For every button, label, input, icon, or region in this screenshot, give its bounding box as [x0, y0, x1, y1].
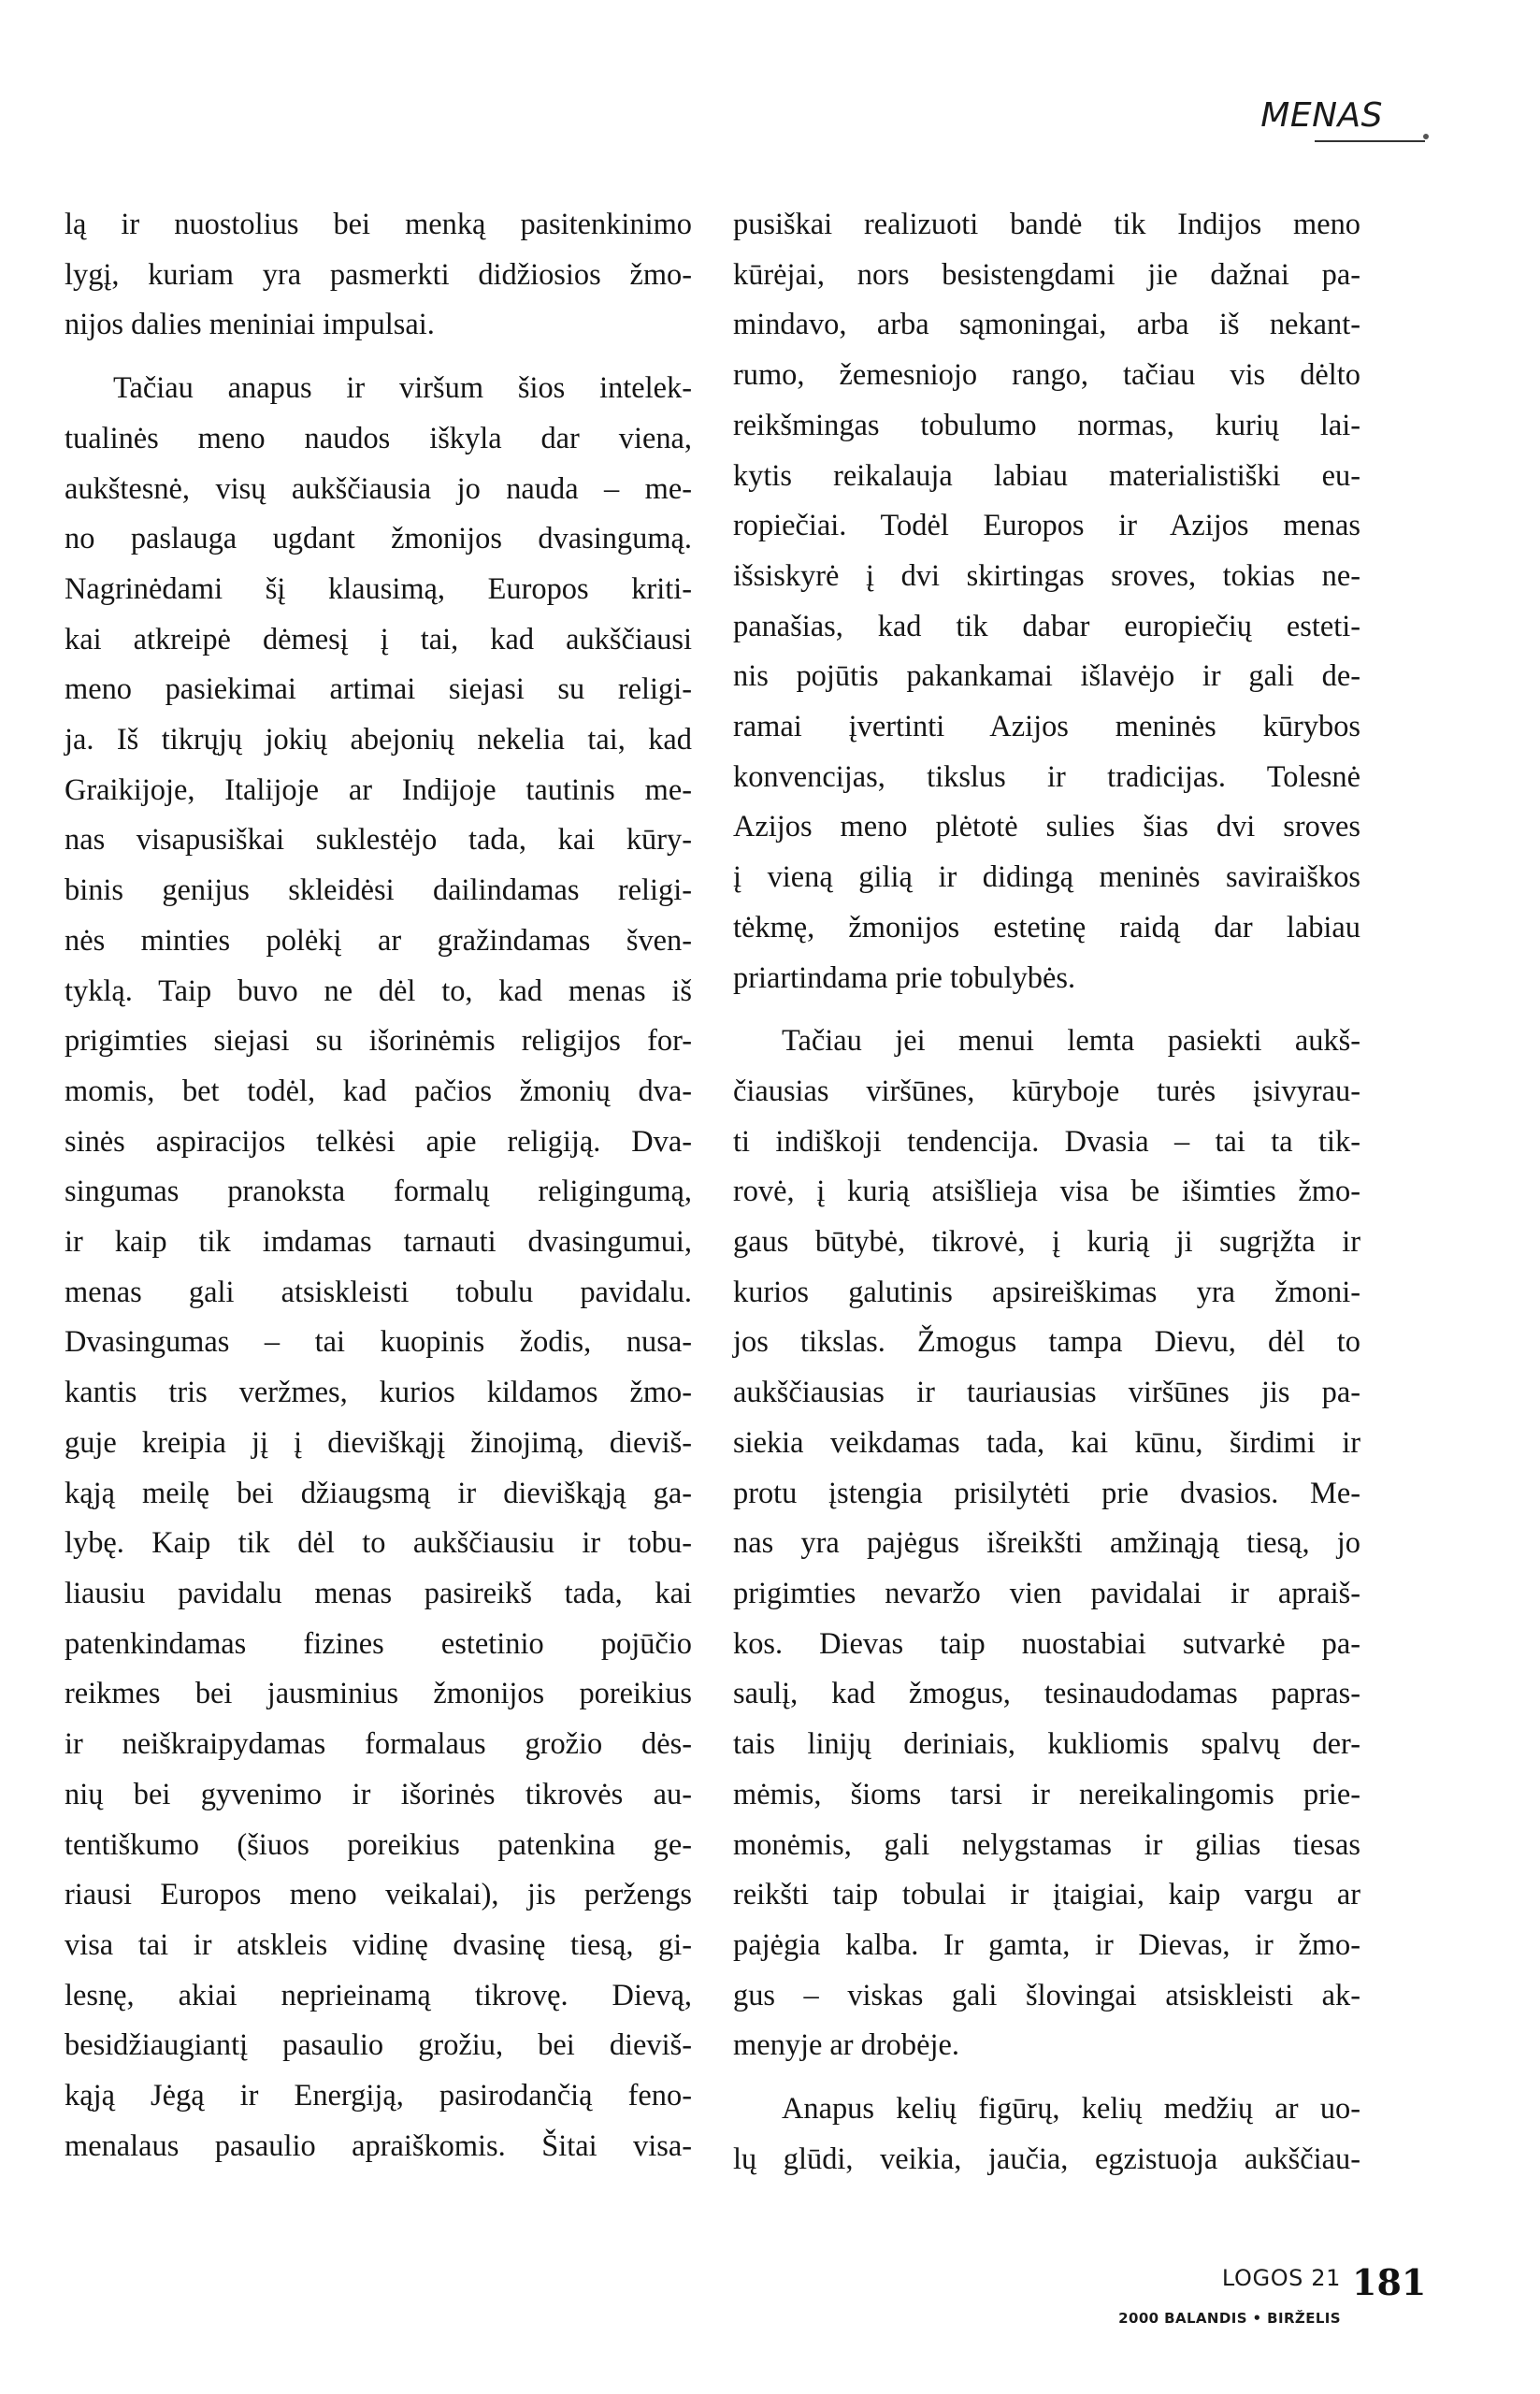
- text-line: ropiečiai. Todėl Europos ir Azijos menas: [733, 509, 1360, 543]
- text-line: lybę. Kaip tik dėl to aukščiausiu ir tobu-: [65, 1526, 692, 1561]
- text-line: besidžiaugiantį pasaulio grožiu, bei dieviš-: [65, 2028, 692, 2063]
- text-line: kurios galutinis apsireiškimas yra žmoni-: [733, 1275, 1360, 1309]
- text-line: monėmis, gali nelygstamas ir gilias tiesas: [733, 1827, 1360, 1862]
- text-line: kytis reikalauja labiau materialistiški eu-: [733, 458, 1360, 493]
- text-line: sinės aspiracijos telkėsi apie religiją. Dva-: [65, 1124, 692, 1159]
- text-line: priartindama prie tobulybės.: [733, 960, 1076, 995]
- text-line: mindavo, arba sąmoningai, arba iš nekant-: [733, 308, 1360, 342]
- text-line: Dvasingumas – tai kuopinis žodis, nusa-: [65, 1325, 692, 1360]
- text-line: rumo, žemesniojo rango, tačiau vis dėlto: [733, 358, 1360, 393]
- text-line: Anapus kelių figūrų, kelių medžių ar uo-: [782, 2092, 1360, 2127]
- text-line: tėkmę, žmonijos estetinę raidą dar labiau: [733, 910, 1360, 945]
- left-text-column: [65, 200, 692, 2171]
- text-line: nių bei gyvenimo ir išorinės tikrovės au-: [65, 1777, 692, 1811]
- right-text-column: [733, 200, 1360, 2185]
- text-line: nas visapusiškai suklestėjo tada, kai kūry-: [65, 823, 692, 858]
- text-line: lą ir nuostolius bei menką pasitenkinimo: [65, 208, 692, 241]
- text-line: nės minties polėkį ar gražindamas šven-: [65, 923, 692, 958]
- text-line: rovė, į kurią atsišlieja visa be išimties žmo-: [733, 1175, 1360, 1209]
- text-line: tualinės meno naudos iškyla dar viena,: [65, 421, 692, 455]
- text-line: guje kreipia jį į dieviškąjį žinojimą, dieviš-: [65, 1425, 692, 1460]
- text-line: kantis tris veržmes, kurios kildamos žmo-: [65, 1376, 692, 1410]
- text-line: ramai įvertinti Azijos meninės kūrybos: [733, 710, 1360, 744]
- text-line: menalaus pasaulio apraiškomis. Šitai visa-: [65, 2128, 692, 2163]
- text-line: panašias, kad tik dabar europiečių esteti-: [733, 609, 1360, 643]
- text-line: pusiškai realizuoti bandė tik Indijos meno: [733, 208, 1360, 241]
- text-line: prigimties nevaržo vien pavidalai ir apraiš-: [733, 1576, 1360, 1610]
- text-line: liausiu pavidalu menas pasireikš tada, kai: [65, 1576, 692, 1610]
- text-line: nis pojūtis pakankamai išlavėjo ir gali de-: [733, 659, 1360, 694]
- text-line: menyje ar drobėje.: [733, 2028, 959, 2063]
- text-line: jos tikslas. Žmogus tampa Dievu, dėl to: [733, 1325, 1360, 1360]
- text-line: gaus būtybė, tikrovė, į kurią ji sugrįžta ir: [733, 1225, 1360, 1260]
- text-line: nijos dalies meniniai impulsai.: [65, 308, 435, 342]
- text-line: Nagrinėdami šį klausimą, Europos kriti-: [65, 571, 692, 606]
- text-line: prigimties siejasi su išorinėmis religijos for-: [65, 1024, 692, 1059]
- text-line: aukštesnė, visų aukščiausia jo nauda – me-: [65, 471, 692, 506]
- text-line: no paslauga ugdant žmonijos dvasingumą.: [65, 522, 692, 556]
- text-line: ir kaip tik imdamas tarnauti dvasingumui,: [65, 1225, 692, 1260]
- text-line: protu įstengia prisilytėti prie dvasios. Me-: [733, 1476, 1360, 1510]
- text-line: išsiskyrė į dvi skirtingas sroves, tokias ne-: [733, 558, 1360, 593]
- issue-date: 2000 BALANDIS • BIRŽELIS: [1118, 2310, 1341, 2327]
- text-line: tyklą. Taip buvo ne dėl to, kad menas iš: [65, 973, 692, 1008]
- text-line: riausi Europos meno veikalai), jis peržengs: [65, 1878, 692, 1912]
- header-ornament: [1423, 134, 1429, 139]
- text-line: nas yra pajėgus išreikšti amžinąją tiesą, jo: [733, 1526, 1360, 1561]
- text-line: reikšmingas tobulumo normas, kurių lai-: [733, 408, 1360, 442]
- text-line: pajėgia kalba. Ir gamta, ir Dievas, ir žmo-: [733, 1927, 1360, 1962]
- text-line: Tačiau anapus ir viršum šios intelek-: [113, 371, 692, 406]
- text-line: ir neiškraipydamas formalaus grožio dės-: [65, 1727, 692, 1762]
- text-line: čiausias viršūnes, kūryboje turės įsivyrau-: [733, 1074, 1360, 1108]
- text-line: reikmes bei jausminius žmonijos poreikius: [65, 1677, 692, 1711]
- section-label: MENAS: [1260, 96, 1383, 135]
- text-line: aukščiausias ir tauriausias viršūnes jis pa-: [733, 1376, 1360, 1410]
- text-line: į vieną gilią ir didingą meninės saviraiškos: [733, 860, 1360, 895]
- text-line: konvencijas, tikslus ir tradicijas. Tolesnė: [733, 759, 1360, 794]
- text-line: kai atkreipė dėmesį į tai, kad aukščiausi: [65, 622, 692, 656]
- text-line: lesnę, akiai neprieinamą tikrovę. Dievą,: [65, 1978, 692, 2012]
- text-line: reikšti taip tobulai ir įtaigiai, kaip vargu ar: [733, 1878, 1360, 1912]
- text-line: patenkindamas fizines estetinio pojūčio: [65, 1626, 692, 1661]
- text-line: ti indiškoji tendencija. Dvasia – tai ta tik-: [733, 1124, 1360, 1159]
- text-line: saulį, kad žmogus, tesinaudodamas papras-: [733, 1677, 1360, 1711]
- text-line: lų glūdi, veikia, jaučia, egzistuoja aukščiau-: [733, 2142, 1360, 2176]
- text-line: singumas pranoksta formalų religingumą,: [65, 1175, 692, 1209]
- text-line: mėmis, šioms tarsi ir nereikalingomis prie-: [733, 1777, 1360, 1811]
- text-line: binis genijus skleidėsi dailindamas religi-: [65, 873, 692, 908]
- journal-name: LOGOS 21: [1221, 2265, 1341, 2291]
- text-line: kos. Dievas taip nuostabiai sutvarkė pa-: [733, 1626, 1360, 1661]
- text-line: tais linijų deriniais, kukliomis spalvų der-: [733, 1727, 1360, 1762]
- text-line: kąją meilę bei džiaugsmą ir dieviškąją ga-: [65, 1476, 692, 1510]
- page-number: 181: [1352, 2261, 1427, 2303]
- text-line: ja. Iš tikrųjų jokių abejonių nekelia tai, kad: [65, 723, 692, 757]
- text-line: siekia veikdamas tada, kai kūnu, širdimi ir: [733, 1425, 1360, 1460]
- text-line: Graikijoje, Italijoje ar Indijoje tautinis me-: [65, 772, 692, 807]
- text-line: momis, bet todėl, kad pačios žmonių dva-: [65, 1074, 692, 1108]
- text-line: Azijos meno plėtotė sulies šias dvi sroves: [733, 810, 1360, 844]
- header-rule: [1315, 140, 1425, 142]
- text-line: gus – viskas gali šlovingai atsiskleisti ak-: [733, 1978, 1360, 2012]
- text-line: visa tai ir atskleis vidinę dvasinę tiesą, gi-: [65, 1927, 692, 1962]
- text-line: kąją Jėgą ir Energiją, pasirodančią feno-: [65, 2079, 692, 2113]
- text-line: lygį, kuriam yra pasmerkti didžiosios žmo-: [65, 257, 692, 292]
- text-line: menas gali atsiskleisti tobulu pavidalu.: [65, 1275, 692, 1309]
- text-line: kūrėjai, nors besistengdami jie dažnai pa-: [733, 257, 1360, 292]
- text-line: tentiškumo (šiuos poreikius patenkina ge-: [65, 1827, 692, 1862]
- text-line: meno pasiekimai artimai siejasi su religi-: [65, 672, 692, 707]
- text-line: Tačiau jei menui lemta pasiekti aukš-: [782, 1024, 1360, 1059]
